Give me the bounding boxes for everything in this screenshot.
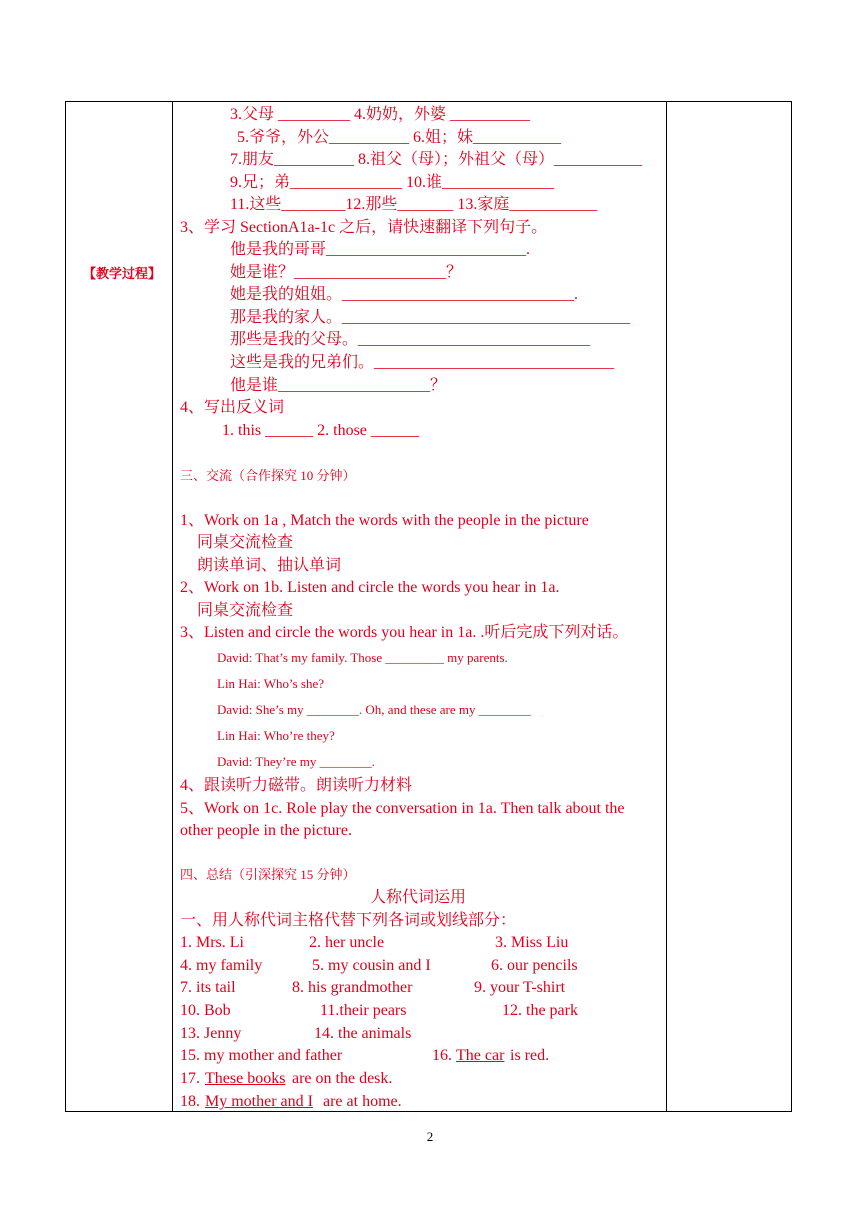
text-line: 9.兄；弟______________ 10.谁______________: [230, 174, 555, 191]
text-line: 她是我的姐姐。_____________________________.: [230, 286, 579, 303]
text-line: 18.: [180, 1093, 200, 1110]
text-line: David: That’s my family. Those _________ my parents.: [217, 650, 508, 665]
text-line: 5、Work on 1c. Role play the conversation in 1a. Then talk about the: [180, 800, 625, 817]
text-line: 7. its tail: [180, 979, 236, 996]
text-line: 1、Work on 1a , Match the words with the people in the picture: [180, 512, 589, 529]
text-line: 三、交流（合作探究 10 分钟）: [180, 468, 356, 483]
text-line: David: She’s my ________. Oh, and these are my ________: [217, 702, 531, 717]
text-line: 8. his grandmother: [292, 979, 413, 996]
text-line: 16.: [432, 1047, 452, 1064]
text-line: 同桌交流检查: [197, 602, 294, 619]
text-line: 1. Mrs. Li: [180, 934, 244, 951]
text-line: are on the desk.: [292, 1070, 393, 1087]
text-line: 他是我的哥哥_________________________.: [230, 241, 531, 258]
text-line: 3、Listen and circle the words you hear in 1a. .听后完成下列对话。: [180, 624, 629, 641]
text-line: other people in the picture.: [180, 822, 352, 839]
text-line: David: They’re my ________.: [217, 754, 375, 769]
text-line: These books: [205, 1070, 286, 1087]
text-line: 2、Work on 1b. Listen and circle the words you hear in 1a.: [180, 579, 560, 596]
table-border-right: [791, 101, 792, 1112]
text-line: 9. your T-shirt: [474, 979, 566, 996]
text-line: 同桌交流检查: [197, 534, 294, 551]
text-line: 5.爷爷，外公__________ 6.姐；妹___________: [237, 129, 562, 146]
text-line: 6. our pencils: [491, 957, 578, 974]
text-line: 人称代词运用: [370, 889, 467, 906]
table-border-left: [65, 101, 66, 1112]
table-divider-1: [172, 101, 173, 1112]
table-border-bottom: [65, 1111, 792, 1112]
text-line: 3.父母 _________ 4.奶奶，外婆 __________: [230, 106, 531, 123]
text-line: 她是谁？___________________？: [230, 264, 463, 281]
text-line: 3、学习 SectionA1a-1c 之后，请快速翻译下列句子。: [180, 219, 548, 236]
text-line: 17.: [180, 1070, 200, 1087]
text-line: 4. my family: [180, 957, 263, 974]
text-line: is red.: [510, 1047, 550, 1064]
text-line: 那是我的家人。____________________________________: [230, 309, 631, 326]
text-line: 一、用人称代词主格代替下列各词或划线部分：: [180, 912, 517, 929]
text-line: 11.这些________12.那些_______ 13.家庭___________: [230, 196, 598, 213]
text-line: 13. Jenny: [180, 1025, 242, 1042]
text-line: 3. Miss Liu: [495, 934, 569, 951]
section-label: 【教学过程】: [82, 267, 161, 282]
text-line: 4、跟读听力磁带。朗读听力材料: [180, 777, 413, 794]
text-line: 7.朋友__________ 8.祖父（母）；外祖父（母）___________: [230, 151, 643, 168]
text-line: 12. the park: [502, 1002, 578, 1019]
text-line: Lin Hai: Who’s she?: [217, 676, 324, 691]
table-divider-2: [666, 101, 667, 1112]
table-border-top: [65, 101, 792, 102]
text-line: 朗读单词、抽认单词: [197, 557, 342, 574]
text-line: 2. her uncle: [309, 934, 385, 951]
text-line: 15. my mother and father: [180, 1047, 343, 1064]
text-line: 4、写出反义词: [180, 399, 285, 416]
page-number: 2: [426, 1129, 434, 1144]
text-line: 14. the animals: [314, 1025, 412, 1042]
text-line: 他是谁___________________？: [230, 377, 447, 394]
text-line: 四、总结（引深探究 15 分钟）: [180, 867, 356, 882]
text-line: My mother and I: [205, 1093, 313, 1110]
text-line: 1. this ______ 2. those ______: [222, 422, 419, 439]
text-line: 这些是我的兄弟们。______________________________: [230, 354, 615, 371]
text-line: 10. Bob: [180, 1002, 231, 1019]
text-line: 5. my cousin and I: [312, 957, 431, 974]
text-line: 11.their pears: [320, 1002, 407, 1019]
text-line: Lin Hai: Who’re they?: [217, 728, 335, 743]
text-line: 那些是我的父母。_____________________________: [230, 331, 591, 348]
text-line: The car: [456, 1047, 505, 1064]
text-line: are at home.: [323, 1093, 402, 1110]
